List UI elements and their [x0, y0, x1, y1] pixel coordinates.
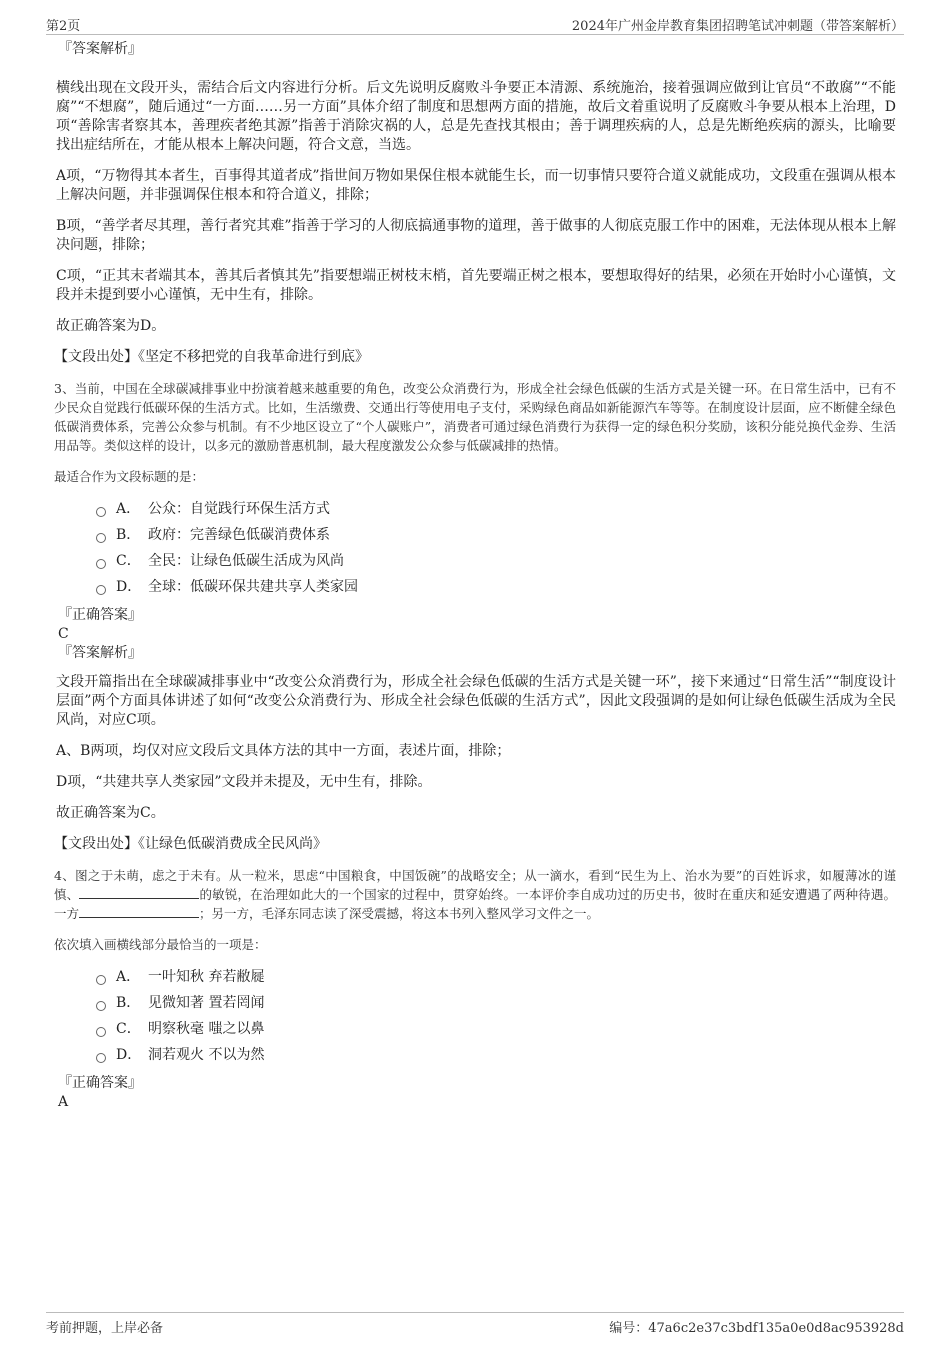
page-header [46, 12, 904, 35]
q3-analysis-paragraph: 文段开篇指出在全球碳减排事业中“改变公众消费行为，形成全社会绿色低碳的生活方式是关键一环”，接下来通过“日常生活”“制度设计层面”两个方面具体讲述了如何“改变公众消费行为、形成全社会绿色低碳的生活方式”，因此文段强调的是如何让绿色低碳生活成为全民风尚，对应C项。 [56, 674, 896, 728]
footer-slogan: 考前押题，上岸必备 [46, 1321, 164, 1336]
q2-analysis-option-c: C项，“正其末者端其本，善其后者慎其先”指要想端正树枝末梢，首先要端正树之根本，要想取得好的结果，必须在开始时小心谨慎，文段并未提到要小心谨慎，无中生有，排除。 [56, 268, 896, 303]
q4-option-b[interactable]: B． 见微知著 置若罔闻 [96, 990, 896, 1016]
document-title: 2024年广州金岸教育集团招聘笔试冲刺题（带答案解析） [571, 19, 904, 34]
option-text: 政府：完善绿色低碳消费体系 [148, 527, 330, 543]
q4-passage: 4、图之于未萌，虑之于未有。从一粒米，思虑“中国粮食，中国饭碗”的战略安全；从一滴水，看到“民生为上、治水为要”的百姓诉求，如履薄冰的谨慎、 的敏锐，在治理如此大的一个国家的过程中，贯穿始终。一本评价李自成功过的历史书，彼时在重庆和延安遭遇了两种待遇。一方 ；另一方，毛泽东同志读了深受震撼，将这本书列入整风学习文件之一。 [54, 868, 896, 921]
q4-option-d[interactable]: D． 洞若观火 不以为然 [96, 1042, 896, 1068]
q3-answer-label: 『正确答案』 [58, 607, 142, 623]
q3-source: 【文段出处】《让绿色低碳消费成全民风尚》 [54, 836, 327, 852]
radio-button[interactable] [96, 507, 106, 517]
q4-prompt: 依次填入画横线部分最恰当的一项是： [54, 937, 267, 952]
radio-button[interactable] [96, 1027, 106, 1037]
page-content [56, 40, 896, 1112]
option-text: 全民：让绿色低碳生活成为风尚 [148, 553, 344, 569]
option-text: 明察秋毫 嗤之以鼻 [148, 1021, 265, 1037]
q3-option-a[interactable]: A． 公众：自觉践行环保生活方式 [96, 496, 896, 522]
option-text: 一叶知秋 弃若敝屣 [148, 969, 265, 985]
q2-analysis-option-a: A项，“万物得其本者生，百事得其道者成”指世间万物如果保住根本就能生长，而一切事情只要符合道义就能成功，文段重在强调从根本上解决问题，并非强调保住根本和符合道义，排除； [56, 168, 896, 203]
q3-option-c[interactable]: C． 全民：让绿色低碳生活成为风尚 [96, 548, 896, 574]
q4-option-c[interactable]: C． 明察秋毫 嗤之以鼻 [96, 1016, 896, 1042]
option-text: 全球：低碳环保共建共享人类家园 [148, 579, 358, 595]
q3-analysis-label: 『答案解析』 [58, 645, 142, 661]
q3-analysis-option-d: D项，“共建共享人类家园”文段并未提及，无中生有，排除。 [56, 774, 432, 790]
q3-option-b[interactable]: B． 政府：完善绿色低碳消费体系 [96, 522, 896, 548]
q4-option-a[interactable]: A． 一叶知秋 弃若敝屣 [96, 964, 896, 990]
page-footer [46, 1312, 904, 1335]
radio-button[interactable] [96, 533, 106, 543]
q3-passage: 3、当前，中国在全球碳减排事业中扮演着越来越重要的角色，改变公众消费行为，形成全社会绿色低碳的生活方式是关键一环。在日常生活中，已有不少民众自觉践行低碳环保的生活方式。比如，生活缴费、交通出行等使用电子支付，采购绿色商品如新能源汽车等等。在制度设计层面，应不断健全绿色低碳消费体系，完善公众参与机制。有不少地区设立了“个人碳账户”，消费者可通过绿色消费行为获得一定的绿色积分奖励，该积分能兑换代金券、生活用品等。类似这样的设计，以多元的激励普惠机制，最大程度激发公众参与低碳减排的热情。 [54, 381, 896, 453]
q3-options [96, 496, 896, 600]
fill-blank-1 [79, 886, 199, 899]
document-id: 编号：47a6c2e37c3bdf135a0e0d8ac953928d [609, 1321, 904, 1336]
q3-answer: C [58, 626, 69, 642]
q2-source: 【文段出处】《坚定不移把党的自我革命进行到底》 [54, 349, 369, 365]
q4-answer-label: 『正确答案』 [58, 1075, 142, 1091]
q2-analysis-label: 『答案解析』 [58, 41, 142, 57]
q2-analysis-paragraph: 横线出现在文段开头，需结合后文内容进行分析。后文先说明反腐败斗争要正本清源、系统施治，接着强调应做到让官员“不敢腐”“不能腐”“不想腐”，随后通过“一方面……另一方面”具体介绍了制度和思想两方面的措施，故后文着重说明了反腐败斗争要从根本上治理，D项“善除害者察其本，善理疾者绝其源”指善于消除灾祸的人，总是先查找其根由；善于调理疾病的人，总是先断绝疾病的源头，比喻要找出症结所在，才能从根本上解决问题，符合文意，当选。 [56, 80, 896, 153]
q3-conclusion: 故正确答案为C。 [56, 805, 165, 821]
radio-button[interactable] [96, 1053, 106, 1063]
q2-conclusion: 故正确答案为D。 [56, 318, 166, 334]
q4-options [96, 964, 896, 1068]
option-text: 公众：自觉践行环保生活方式 [148, 501, 330, 517]
radio-button[interactable] [96, 559, 106, 569]
radio-button[interactable] [96, 1001, 106, 1011]
q3-analysis-option-ab: A、B两项，均仅对应文段后文具体方法的其中一方面，表述片面，排除； [56, 743, 511, 759]
option-text: 见微知著 置若罔闻 [148, 995, 265, 1011]
option-text: 洞若观火 不以为然 [148, 1047, 265, 1063]
q3-option-d[interactable]: D． 全球：低碳环保共建共享人类家园 [96, 574, 896, 600]
radio-button[interactable] [96, 975, 106, 985]
q4-answer: A [58, 1094, 69, 1110]
q2-analysis-option-b: B项，“善学者尽其理，善行者究其难”指善于学习的人彻底搞通事物的道理，善于做事的人彻底克服工作中的困难，无法体现从根本上解决问题，排除； [56, 218, 896, 253]
fill-blank-2 [79, 905, 199, 918]
radio-button[interactable] [96, 585, 106, 595]
q3-prompt: 最适合作为文段标题的是： [54, 469, 205, 484]
page-number: 第2页 [46, 19, 81, 34]
